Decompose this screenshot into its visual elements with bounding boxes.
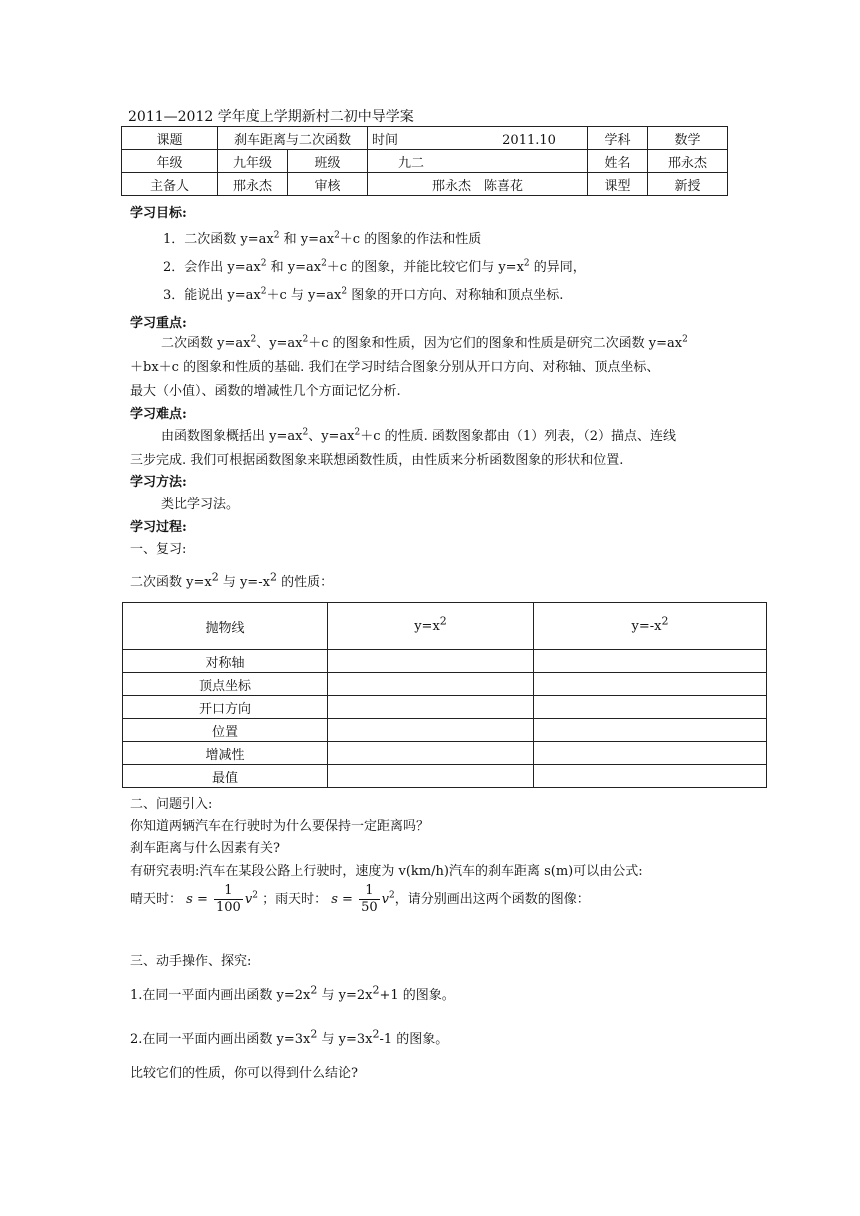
exp: 2 (439, 614, 447, 628)
answer-cell[interactable] (534, 719, 767, 742)
value-subject: 数学 (648, 127, 728, 150)
header-y-x2 (328, 603, 534, 650)
difficulty-l1c: ＋c 的性质. 函数图象都由（1）列表，（2）描点、连线 (360, 429, 676, 444)
value-time: 2011.10 (502, 132, 556, 148)
row-label: 增减性 (123, 742, 328, 765)
value-topic-text: 刹车距离与二次函数 (233, 132, 351, 148)
time-cell (368, 127, 588, 150)
objective-2-b: 和 y=ax (266, 260, 322, 275)
answer-cell[interactable] (534, 765, 767, 788)
value-preparer: 邢永杰 (218, 173, 288, 196)
row-label: 位置 (123, 719, 328, 742)
answer-cell[interactable] (328, 650, 534, 673)
table-row (123, 719, 767, 742)
keypoints-l1c: ＋c 的图象和性质，因为它们的图象和性质是研究二次函数 y=ax (308, 336, 683, 351)
table-row (123, 673, 767, 696)
objective-1 (163, 228, 481, 247)
label-subject: 学科 (588, 127, 648, 150)
review-heading: 一、复习: (130, 542, 187, 557)
method-text: 类比学习法。 (161, 497, 240, 512)
difficulty-heading: 学习难点: (130, 407, 187, 422)
review-compare (130, 571, 333, 590)
answer-cell[interactable] (328, 765, 534, 788)
exp: 2 (310, 983, 318, 997)
numerator: 1 (214, 883, 243, 900)
answer-cell[interactable] (328, 742, 534, 765)
keypoints-l1a: 二次函数 y=ax (161, 336, 251, 351)
info-row-2 (122, 150, 728, 173)
objective-3-c: 图象的开口方向、对称轴和顶点坐标. (347, 288, 564, 303)
task-1-c: +1 的图象。 (379, 988, 455, 1003)
table-row (123, 765, 767, 788)
keypoints-line-3: 最大（小值）、函数的增减性几个方面记忆分析. (130, 384, 401, 399)
row-label: 最值 (123, 765, 328, 788)
exp: 2 (321, 258, 327, 269)
rainy-label: ；雨天时： (262, 892, 328, 907)
var-v: v (381, 892, 389, 907)
sunny-label: 晴天时： (130, 892, 183, 907)
value-grade: 九年级 (218, 150, 288, 173)
var-v: v (244, 892, 253, 907)
exp: 2 (250, 334, 257, 345)
answer-cell[interactable] (328, 719, 534, 742)
fraction-1-100 (214, 883, 243, 916)
header-y-neg-x2-text: y=-x (631, 618, 662, 634)
objective-2-a: 2．会作出 y=ax (163, 260, 261, 275)
explore-task-1 (130, 984, 455, 1003)
label-reviewer: 审核 (288, 173, 368, 196)
objective-1-b: 和 y=ax (279, 232, 335, 247)
exp: 2 (682, 334, 688, 345)
task-2-c: -1 的图象。 (379, 1032, 449, 1047)
objective-2-c: ＋c 的图象，并能比较它们与 y=x (326, 260, 524, 275)
exp: 2 (372, 983, 380, 997)
label-preparer: 主备人 (122, 173, 218, 196)
label-class: 班级 (288, 150, 368, 173)
exp: 2 (302, 427, 309, 438)
compare-c: 的性质： (276, 575, 334, 590)
info-row-1 (122, 127, 728, 150)
lesson-info-table (121, 126, 728, 196)
compare-a: 二次函数 y=x (130, 575, 212, 590)
denominator: 100 (216, 900, 241, 915)
intro-question-1: 你知道两辆汽车在行驶时为什么要保持一定距离吗？ (130, 819, 430, 834)
header-y-neg-x2 (534, 603, 767, 650)
explore-task-2 (130, 1028, 448, 1047)
table-row (123, 742, 767, 765)
label-grade: 年级 (122, 150, 218, 173)
task-2-a: 2.在同一平面内画出函数 y=3x (130, 1032, 311, 1047)
equals: = (337, 892, 358, 907)
row-label: 开口方向 (123, 696, 328, 719)
value-lesson-type: 新授 (648, 173, 728, 196)
label-lesson-type: 课型 (588, 173, 648, 196)
value-topic (218, 127, 368, 150)
exp: 2 (388, 890, 395, 901)
task-2-b: 与 y=3x (317, 1032, 373, 1047)
label-time: 时间 (372, 132, 399, 148)
exp: 2 (211, 570, 219, 584)
method-heading: 学习方法: (130, 475, 187, 490)
exp: 2 (523, 258, 530, 269)
keypoints-heading: 学习重点: (130, 316, 187, 331)
formula-line (130, 880, 590, 920)
objective-3-a: 3．能说出 y=ax (163, 288, 261, 303)
exp: 2 (661, 614, 669, 628)
value-reviewer: 邢永杰 陈喜花 (368, 173, 588, 196)
answer-cell[interactable] (534, 696, 767, 719)
answer-cell[interactable] (534, 673, 767, 696)
exp: 2 (269, 570, 277, 584)
denominator: 50 (361, 900, 378, 915)
difficulty-l1b: 、y=ax (308, 429, 355, 444)
exp: 2 (260, 258, 267, 269)
difficulty-l1a: 由函数图象概括出 y=ax (161, 429, 303, 444)
objective-3 (163, 284, 563, 303)
difficulty-line-1 (161, 425, 676, 444)
row-label: 顶点坐标 (123, 673, 328, 696)
exp: 2 (260, 286, 267, 297)
properties-table (122, 602, 767, 788)
objective-2 (163, 256, 586, 275)
row-label: 对称轴 (123, 650, 328, 673)
objective-3-b: ＋c 与 y=ax (266, 288, 342, 303)
table-row (123, 696, 767, 719)
formula-tail: ，请分别画出这两个函数的图像： (394, 892, 590, 907)
keypoints-line-2: ＋bx＋c 的图象和性质的基础. 我们在学习时结合图象分别从开口方向、对称轴、顶点坐标、 (130, 360, 660, 375)
exp: 2 (334, 230, 340, 241)
numerator: 1 (359, 883, 380, 900)
equals: = (192, 892, 212, 907)
exp: 2 (372, 1027, 380, 1041)
intro-question-2: 刹车距离与什么因素有关? (130, 841, 280, 856)
objective-2-d: 的异同， (529, 260, 586, 275)
objective-1-c: ＋c 的图象的作法和性质 (339, 232, 482, 247)
header-y-x2-text: y=x (414, 618, 440, 634)
difficulty-line-2: 三步完成. 我们可根据函数图象来联想函数性质，由性质来分析函数图象的形状和位置. (130, 453, 624, 468)
intro-heading: 二、问题引入: (130, 797, 213, 812)
answer-cell[interactable] (328, 673, 534, 696)
exp: 2 (252, 890, 258, 901)
label-name: 姓名 (588, 150, 648, 173)
exp: 2 (302, 334, 309, 345)
properties-header-row (123, 603, 767, 650)
objective-1-a: 1．二次函数 y=ax (163, 232, 274, 247)
var-s: s (186, 892, 193, 907)
header-parabola: 抛物线 (123, 603, 328, 650)
explore-heading: 三、动手操作、探究: (130, 954, 252, 969)
value-name: 邢永杰 (648, 150, 728, 173)
task-1-b: 与 y=2x (317, 988, 373, 1003)
answer-cell[interactable] (534, 742, 767, 765)
exp: 2 (273, 230, 280, 241)
task-1-a: 1.在同一平面内画出函数 y=2x (130, 988, 311, 1003)
answer-cell[interactable] (328, 696, 534, 719)
process-heading: 学习过程: (130, 520, 187, 535)
exp: 2 (354, 427, 361, 438)
fraction-1-50 (359, 883, 380, 916)
var-s: s (331, 892, 338, 907)
keypoints-l1b: 、y=ax (256, 336, 303, 351)
page-title: 2011—2012 学年度上学期新村二初中导学案 (128, 109, 414, 125)
value-class: 九二 (368, 150, 588, 173)
info-row-3 (122, 173, 728, 196)
answer-cell[interactable] (534, 650, 767, 673)
explore-question: 比较它们的性质，你可以得到什么结论? (130, 1066, 358, 1081)
intro-question-3: 有研究表明:汽车在某段公路上行驶时，速度为 v(km/h)汽车的刹车距离 s(m)可以由公式: (130, 864, 643, 879)
objectives-heading: 学习目标: (130, 206, 187, 221)
exp: 2 (341, 286, 348, 297)
label-topic: 课题 (122, 127, 218, 150)
exp: 2 (310, 1027, 318, 1041)
compare-b: 与 y=-x (218, 575, 270, 590)
table-row (123, 650, 767, 673)
keypoints-line-1 (161, 332, 688, 351)
